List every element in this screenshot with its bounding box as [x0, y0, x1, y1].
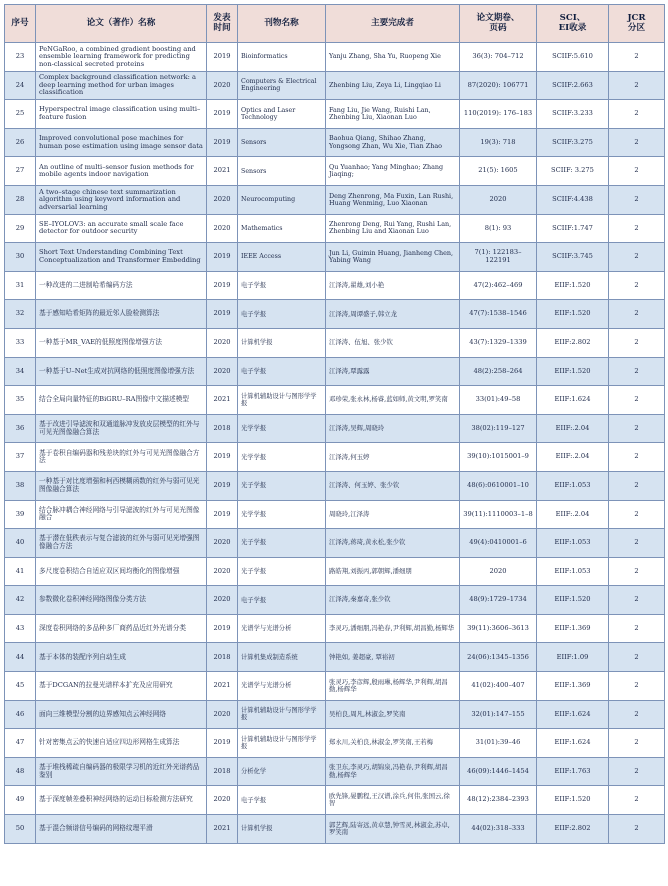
journal-name: 光子学报 — [238, 471, 326, 500]
header-index-type: SCI、 EI收录 — [537, 5, 609, 43]
volume-pages: 41(02):400–407 — [460, 672, 537, 701]
journal-name: 计算机学报 — [238, 328, 326, 357]
volume-pages: 7(1): 122183–122191 — [460, 243, 537, 272]
authors: 江泽涛,翟雄,刘小艳 — [326, 271, 460, 300]
index-factor: EIIF:2.802 — [537, 328, 609, 357]
volume-pages: 36(3): 704–712 — [460, 43, 537, 72]
index-factor: EIIF:1.520 — [537, 586, 609, 615]
volume-pages: 43(7):1329–1339 — [460, 328, 537, 357]
authors: Qu Yuanhao; Yang Minghao; Zhang Jiaqing; — [326, 157, 460, 186]
jcr-quartile: 2 — [609, 614, 665, 643]
table-row — [5, 643, 665, 672]
volume-pages: 2020 — [460, 557, 537, 586]
authors: 郑永川,关柏良,林淑金,罗笑南,王若梅 — [326, 729, 460, 758]
paper-title: 一种改进的二进制哈希编码方法 — [36, 271, 207, 300]
index-factor: SCIIF:2.663 — [537, 71, 609, 100]
authors: Zhenbing Liu, Zeya Li, Lingqiao Li — [326, 71, 460, 100]
jcr-quartile: 2 — [609, 43, 665, 72]
jcr-quartile: 2 — [609, 700, 665, 729]
row-number: 40 — [5, 529, 36, 558]
jcr-quartile: 2 — [609, 443, 665, 472]
publish-year: 2020 — [207, 586, 238, 615]
table-row — [5, 300, 665, 329]
volume-pages: 38(02):119–127 — [460, 414, 537, 443]
journal-name: 光谱学与光谱分析 — [238, 614, 326, 643]
index-factor: EIIF:1.053 — [537, 529, 609, 558]
volume-pages: 46(09):1446–1454 — [460, 757, 537, 786]
journal-name: Mathematics — [238, 214, 326, 243]
journal-name: 电子学报 — [238, 300, 326, 329]
journal-name: 电子学报 — [238, 271, 326, 300]
journal-name: Optics and Laser Technology — [238, 100, 326, 129]
paper-title: Short Text Understanding Combining Text Conceptualization and Transformer Embedding — [36, 243, 207, 272]
paper-title: 面向三维模型分割的边界感知点云神经网络 — [36, 700, 207, 729]
volume-pages: 31(01):39–46 — [460, 729, 537, 758]
volume-pages: 2020 — [460, 185, 537, 214]
authors: 江泽涛,覃露露 — [326, 357, 460, 386]
index-factor: SCIIF:3.745 — [537, 243, 609, 272]
paper-title: 基于改进引导滤波和双通道脉冲发放皮层模型的红外与可见光图像融合算法 — [36, 414, 207, 443]
row-number: 32 — [5, 300, 36, 329]
row-number: 42 — [5, 586, 36, 615]
volume-pages: 19(3): 718 — [460, 128, 537, 157]
authors: 江泽涛,蒋琦,黄永松,张少钦 — [326, 529, 460, 558]
jcr-quartile: 2 — [609, 586, 665, 615]
table-row — [5, 71, 665, 100]
table-row — [5, 815, 665, 844]
journal-name: Bioinformatics — [238, 43, 326, 72]
jcr-quartile: 2 — [609, 300, 665, 329]
publication-table — [4, 4, 665, 844]
paper-title: 一种基于MR_VAE的低照度图像增强方法 — [36, 328, 207, 357]
publish-year: 2020 — [207, 357, 238, 386]
paper-title: 基于DCGAN的拉曼光谱样本扩充及应用研究 — [36, 672, 207, 701]
paper-title: Complex background classification network: a deep learning method for urban images classification — [36, 71, 207, 100]
paper-title: 深度卷积网络的多品种多厂商药品近红外光谱分类 — [36, 614, 207, 643]
table-row — [5, 43, 665, 72]
index-factor: SCIIF: 3.275 — [537, 157, 609, 186]
row-number: 50 — [5, 815, 36, 844]
publish-year: 2019 — [207, 500, 238, 529]
volume-pages: 48(6):0610001–10 — [460, 471, 537, 500]
authors: 江泽涛,何玉婷 — [326, 443, 460, 472]
paper-title: 一种基于U–Net生成对抗网络的低照度图像增强方法 — [36, 357, 207, 386]
authors: 郭艺辉,陆寄远,黄卓慧,钟雪灵,林淑金,苏卓,罗笑南 — [326, 815, 460, 844]
authors: Baohua Qiang, Shihao Zhang, Yongsong Zhan, Wu Xie, Tian Zhao — [326, 128, 460, 157]
journal-name: IEEE Access — [238, 243, 326, 272]
volume-pages: 39(11):1110003–1–8 — [460, 500, 537, 529]
paper-title: 基于堆栈稀疏自编码器的极限学习机的近红外光谱药品鉴别 — [36, 757, 207, 786]
row-number: 47 — [5, 729, 36, 758]
authors: 张灵巧,李彦辉,殷雨琳,杨辉华,尹利辉,胡昌勤,杨辉华 — [326, 672, 460, 701]
volume-pages: 87(2020): 106771 — [460, 71, 537, 100]
index-factor: EIIF:1.369 — [537, 614, 609, 643]
authors: 江泽涛、伍旭、张少钦 — [326, 328, 460, 357]
publish-year: 2020 — [207, 71, 238, 100]
publish-year: 2019 — [207, 729, 238, 758]
jcr-quartile: 2 — [609, 557, 665, 586]
volume-pages: 39(10):1015001–9 — [460, 443, 537, 472]
paper-title: An outline of multi–sensor fusion methods for mobile agents indoor navigation — [36, 157, 207, 186]
paper-title: 基于本体的装配序列自动生成 — [36, 643, 207, 672]
row-number: 27 — [5, 157, 36, 186]
row-number: 43 — [5, 614, 36, 643]
publish-year: 2019 — [207, 100, 238, 129]
jcr-quartile: 2 — [609, 243, 665, 272]
paper-title: 针对密集点云的快速自适应四边形网格生成算法 — [36, 729, 207, 758]
journal-name: 计算机辅助设计与图形学学报 — [238, 729, 326, 758]
authors: Fang Liu, Jie Wang, Ruishi Lan, Zhenbing Liu, Xiaonan Luo — [326, 100, 460, 129]
row-number: 25 — [5, 100, 36, 129]
index-factor: EIIF:1.624 — [537, 729, 609, 758]
jcr-quartile: 2 — [609, 386, 665, 415]
header-year: 发表 时间 — [207, 5, 238, 43]
journal-name: Neurocomputing — [238, 185, 326, 214]
index-factor: EIIF:1.763 — [537, 757, 609, 786]
publish-year: 2020 — [207, 700, 238, 729]
index-factor: EIIF:1.09 — [537, 643, 609, 672]
row-number: 45 — [5, 672, 36, 701]
table-row — [5, 414, 665, 443]
journal-name: 电子学报 — [238, 786, 326, 815]
table-row — [5, 729, 665, 758]
index-factor: EIIF:1.053 — [537, 557, 609, 586]
authors: 邓珍荣,张永林,杨睿,蓝如师,黄文明,罗笑南 — [326, 386, 460, 415]
table-row — [5, 471, 665, 500]
row-number: 23 — [5, 43, 36, 72]
publish-year: 2019 — [207, 271, 238, 300]
index-factor: SCIIF:3.275 — [537, 128, 609, 157]
volume-pages: 48(12):2384–2393 — [460, 786, 537, 815]
jcr-quartile: 2 — [609, 185, 665, 214]
table-row — [5, 214, 665, 243]
table-row — [5, 157, 665, 186]
journal-name: 光学学报 — [238, 500, 326, 529]
row-number: 44 — [5, 643, 36, 672]
journal-name: Computers & Electrical Engineering — [238, 71, 326, 100]
publish-year: 2019 — [207, 128, 238, 157]
row-number: 49 — [5, 786, 36, 815]
index-factor: SCIIF:4.438 — [537, 185, 609, 214]
paper-title: Hyperspectral image classification using multi–feature fusion — [36, 100, 207, 129]
row-number: 41 — [5, 557, 36, 586]
authors: 欧先锋,晏鹏程,王汉谱,涂兵,何伟,张国云,徐智 — [326, 786, 460, 815]
volume-pages: 39(11):3606–3613 — [460, 614, 537, 643]
journal-name: 光谱学与光谱分析 — [238, 672, 326, 701]
index-factor: EIIF:1.624 — [537, 700, 609, 729]
publish-year: 2019 — [207, 243, 238, 272]
publish-year: 2021 — [207, 815, 238, 844]
volume-pages: 47(2):462–469 — [460, 271, 537, 300]
publish-year: 2018 — [207, 643, 238, 672]
publish-year: 2020 — [207, 214, 238, 243]
header-title: 论文（著作）名称 — [36, 5, 207, 43]
authors: 李灵巧,潘细朋,冯艳春,尹利辉,胡昌勤,杨辉华 — [326, 614, 460, 643]
publish-year: 2019 — [207, 471, 238, 500]
publish-year: 2020 — [207, 328, 238, 357]
jcr-quartile: 2 — [609, 271, 665, 300]
authors: 江泽涛,秦嘉奇,张少钦 — [326, 586, 460, 615]
journal-name: 电子学报 — [238, 357, 326, 386]
jcr-quartile: 2 — [609, 786, 665, 815]
paper-title: 基于潜在低秩表示与复合滤波的红外与弱可见光增强图像融合方法 — [36, 529, 207, 558]
index-factor: EIIF:1.520 — [537, 271, 609, 300]
row-number: 35 — [5, 386, 36, 415]
publish-year: 2020 — [207, 529, 238, 558]
table-row — [5, 586, 665, 615]
journal-name: 计算机辅助设计与图形学学报 — [238, 700, 326, 729]
row-number: 39 — [5, 500, 36, 529]
table-row — [5, 357, 665, 386]
row-number: 31 — [5, 271, 36, 300]
publish-year: 2019 — [207, 443, 238, 472]
header-row — [5, 5, 665, 43]
volume-pages: 32(01):147–155 — [460, 700, 537, 729]
journal-name: 电子学报 — [238, 586, 326, 615]
journal-name: 光学学报 — [238, 443, 326, 472]
jcr-quartile: 2 — [609, 672, 665, 701]
header-journal: 刊物名称 — [238, 5, 326, 43]
index-factor: EIIF:1.369 — [537, 672, 609, 701]
table-row — [5, 185, 665, 214]
jcr-quartile: 2 — [609, 71, 665, 100]
table-row — [5, 128, 665, 157]
jcr-quartile: 2 — [609, 529, 665, 558]
publish-year: 2019 — [207, 43, 238, 72]
index-factor: SCIIF:1.747 — [537, 214, 609, 243]
journal-name: 计算机辅助设计与图形学学报 — [238, 386, 326, 415]
row-number: 37 — [5, 443, 36, 472]
jcr-quartile: 2 — [609, 757, 665, 786]
paper-title: 一种基于对比度增强和柯西模糊函数的红外与弱可见光图像融合算法 — [36, 471, 207, 500]
volume-pages: 21(5): 1605 — [460, 157, 537, 186]
publish-year: 2021 — [207, 157, 238, 186]
publish-year: 2019 — [207, 614, 238, 643]
table-row — [5, 786, 665, 815]
index-factor: EIIF:.2.04 — [537, 500, 609, 529]
jcr-quartile: 2 — [609, 500, 665, 529]
paper-title: 结合全局向量特征的BiGRU–RA图像中文描述模型 — [36, 386, 207, 415]
paper-title: 基于卷积自编码器和残差块的红外与可见光图像融合方法 — [36, 443, 207, 472]
row-number: 36 — [5, 414, 36, 443]
jcr-quartile: 2 — [609, 100, 665, 129]
jcr-quartile: 2 — [609, 414, 665, 443]
row-number: 46 — [5, 700, 36, 729]
table-row — [5, 100, 665, 129]
table-row — [5, 386, 665, 415]
paper-title: 多尺度卷积结合自适应双区间均衡化的图像增强 — [36, 557, 207, 586]
table-row — [5, 672, 665, 701]
row-number: 33 — [5, 328, 36, 357]
jcr-quartile: 2 — [609, 357, 665, 386]
index-factor: EIIF:1.624 — [537, 386, 609, 415]
authors: 江泽涛,周谭盛子,韩立龙 — [326, 300, 460, 329]
index-factor: EIIF:1.053 — [537, 471, 609, 500]
index-factor: EIIF:1.520 — [537, 357, 609, 386]
authors: 张卫东,李灵巧,胡锦泉,冯艳春,尹利辉,胡昌勤,杨辉华 — [326, 757, 460, 786]
table-row — [5, 557, 665, 586]
table-row — [5, 271, 665, 300]
volume-pages: 8(1): 93 — [460, 214, 537, 243]
index-factor: EIIF:1.520 — [537, 300, 609, 329]
header-jcr: JCR 分区 — [609, 5, 665, 43]
header-pages: 论文期卷、 页码 — [460, 5, 537, 43]
paper-title: SE–IYOLOV3: an accurate small scale face detector for outdoor security — [36, 214, 207, 243]
volume-pages: 49(4):0410001–6 — [460, 529, 537, 558]
row-number: 26 — [5, 128, 36, 157]
paper-title: 基于深度帧差叠积神经网络的运动目标检测方法研究 — [36, 786, 207, 815]
jcr-quartile: 2 — [609, 128, 665, 157]
authors: Zhenrong Deng, Rui Yang, Rushi Lan, Zhenbing Liu and Xiaonan Luo — [326, 214, 460, 243]
row-number: 28 — [5, 185, 36, 214]
authors: 周晓玲,江泽涛 — [326, 500, 460, 529]
jcr-quartile: 2 — [609, 328, 665, 357]
volume-pages: 48(2):258–264 — [460, 357, 537, 386]
journal-name: 分析化学 — [238, 757, 326, 786]
table-row — [5, 529, 665, 558]
journal-name: Sensors — [238, 157, 326, 186]
authors: 吴柏良,周凡,林淑金,罗笑南 — [326, 700, 460, 729]
journal-name: 计算机集成制造系统 — [238, 643, 326, 672]
table-row — [5, 500, 665, 529]
jcr-quartile: 2 — [609, 815, 665, 844]
publish-year: 2018 — [207, 757, 238, 786]
authors: Deng Zhenrong, Ma Fuxin, Lan Rushi, Huang Wenming, Luo Xiaonan — [326, 185, 460, 214]
volume-pages: 24(06):1345–1356 — [460, 643, 537, 672]
paper-title: Improved convolutional pose machines for human pose estimation using image sensor data — [36, 128, 207, 157]
authors: 江泽涛、何玉婷、张少钦 — [326, 471, 460, 500]
paper-title: PeNGaRoo, a combined gradient boosting and ensemble learning framework for predicting non-classical secreted proteins — [36, 43, 207, 72]
authors: Yanju Zhang, Sha Yu, Ruopeng Xie — [326, 43, 460, 72]
header-index: 序号 — [5, 5, 36, 43]
authors: 江泽涛,吴辉,周晓玲 — [326, 414, 460, 443]
journal-name: 计算机学报 — [238, 815, 326, 844]
publish-year: 2018 — [207, 414, 238, 443]
header-authors: 主要完成者 — [326, 5, 460, 43]
row-number: 29 — [5, 214, 36, 243]
index-factor: EIIF:2.802 — [537, 815, 609, 844]
row-number: 48 — [5, 757, 36, 786]
row-number: 34 — [5, 357, 36, 386]
volume-pages: 33(01):49–58 — [460, 386, 537, 415]
journal-name: 光子学报 — [238, 529, 326, 558]
publish-year: 2020 — [207, 786, 238, 815]
paper-title: 参数微化卷积神经网络图像分类方法 — [36, 586, 207, 615]
paper-title: A two–stage chinese text summarization algorithm using keyword information and adversarial learning — [36, 185, 207, 214]
jcr-quartile: 2 — [609, 157, 665, 186]
index-factor: SCIIF:5.610 — [537, 43, 609, 72]
index-factor: EIIF:.2.04 — [537, 443, 609, 472]
volume-pages: 47(7):1538–1546 — [460, 300, 537, 329]
jcr-quartile: 2 — [609, 471, 665, 500]
table-row — [5, 443, 665, 472]
jcr-quartile: 2 — [609, 643, 665, 672]
journal-name: 光子学报 — [238, 557, 326, 586]
publish-year: 2020 — [207, 557, 238, 586]
index-factor: EIIF:.2.04 — [537, 414, 609, 443]
table-row — [5, 328, 665, 357]
row-number: 24 — [5, 71, 36, 100]
jcr-quartile: 2 — [609, 729, 665, 758]
volume-pages: 110(2019): 176–183 — [460, 100, 537, 129]
volume-pages: 44(02):318–333 — [460, 815, 537, 844]
authors: 路皓翔,刘振丙,郭朝辉,潘细朋 — [326, 557, 460, 586]
publish-year: 2019 — [207, 300, 238, 329]
table-row — [5, 243, 665, 272]
paper-title: 基于感知哈希矩阵的最近邻人脸检测算法 — [36, 300, 207, 329]
publish-year: 2021 — [207, 386, 238, 415]
index-factor: EIIF:1.520 — [537, 786, 609, 815]
table-row — [5, 614, 665, 643]
index-factor: SCIIF:3.233 — [537, 100, 609, 129]
authors: 钟艳如, 姜超豪, 覃裕初 — [326, 643, 460, 672]
publish-year: 2020 — [207, 185, 238, 214]
table-row — [5, 757, 665, 786]
row-number: 38 — [5, 471, 36, 500]
volume-pages: 48(9):1729–1734 — [460, 586, 537, 615]
table-row — [5, 700, 665, 729]
journal-name: 光学学报 — [238, 414, 326, 443]
publish-year: 2021 — [207, 672, 238, 701]
row-number: 30 — [5, 243, 36, 272]
paper-title: 基于混合频谱信号编码的网格纹理平滑 — [36, 815, 207, 844]
paper-title: 结合脉冲耦合神经网络与引导滤波的红外与可见光图像融合 — [36, 500, 207, 529]
jcr-quartile: 2 — [609, 214, 665, 243]
authors: Jun Li, Guimin Huang, Jianheng Chen, Yabing Wang — [326, 243, 460, 272]
journal-name: Sensors — [238, 128, 326, 157]
